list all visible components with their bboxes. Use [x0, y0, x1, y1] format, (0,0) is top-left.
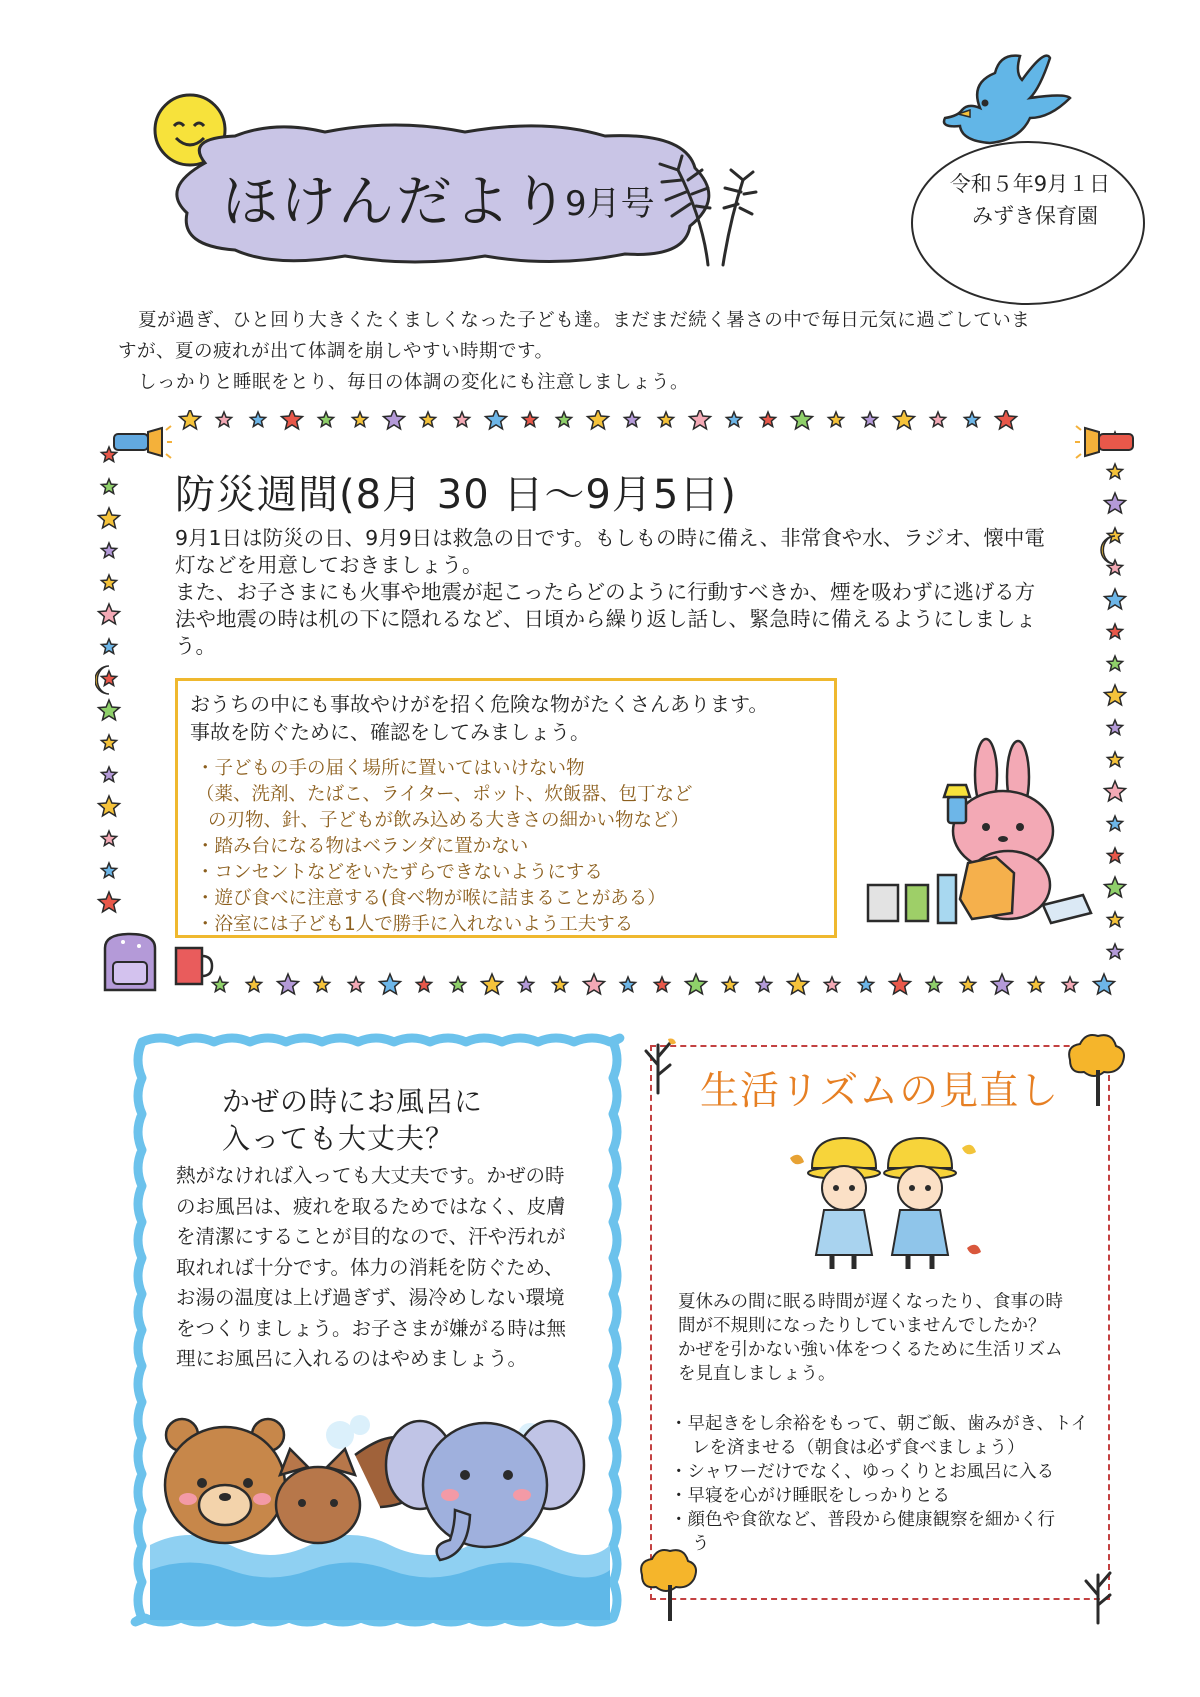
star-icon [726, 412, 741, 427]
disaster-text: 9月1日は防災の日、9月9日は救急の日です。もしもの時に備え、非常食や水、ラジオ、懐中電 [175, 526, 1045, 550]
disaster-title: 防災週間(8月 30 日～9月5日) [175, 472, 737, 518]
star-icon [216, 412, 231, 427]
star-icon [416, 977, 431, 992]
checklist-item: ・浴室には子ども1人で勝手に入れないよう工夫する [196, 914, 634, 935]
leaf-icon [962, 1145, 976, 1154]
bath-text: をつくりましょう。お子さまが嫌がる時は無 [176, 1317, 567, 1340]
rhythm-list-item: ・早寝を心がけ睡眠をしっかりとる [670, 1486, 950, 1506]
issue-date: 令和５年9月１日 [949, 172, 1111, 196]
star-icon [1094, 974, 1115, 994]
star-icon [658, 412, 673, 427]
star-icon [99, 892, 120, 912]
star-icon [420, 412, 435, 427]
leaf-icon [967, 1245, 981, 1254]
rhythm-title: 生活リズムの見直し [700, 1069, 1060, 1114]
rhythm-text: を見直しましょう。 [678, 1364, 836, 1384]
star-icon [314, 977, 329, 992]
rhythm-text: 間が不規則になったりしていませんでしたか？ [678, 1316, 1046, 1336]
checklist-intro: おうちの中にも事故やけがを招く危険な物がたくさんあります。 [190, 692, 769, 716]
star-icon [180, 410, 201, 429]
rhythm-list-item: ・顔色や食欲など、普段から健康観察を細かく行 [670, 1510, 1055, 1530]
star-icon [930, 412, 945, 427]
flashlight-icon [1075, 424, 1135, 460]
star-icon [348, 977, 363, 992]
rhythm-text: かぜを引かない強い体をつくるために生活リズム [678, 1340, 1063, 1360]
star-icon [250, 412, 265, 427]
star-icon [624, 412, 639, 427]
tree-icon [640, 1545, 700, 1625]
organization-name: みずき保育園 [972, 204, 1098, 228]
star-icon [482, 974, 503, 994]
star-icon [1107, 848, 1122, 863]
star-icon [1105, 685, 1126, 705]
star-icon [620, 977, 635, 992]
star-icon [792, 410, 813, 429]
star-icon [101, 639, 116, 654]
star-icon [282, 410, 303, 429]
star-icon [788, 974, 809, 994]
star-icon [352, 412, 367, 427]
star-icon [1107, 464, 1122, 479]
bath-title: かぜの時にお風呂に [222, 1085, 484, 1118]
checklist-item: ・子どもの手の届く場所に置いてはいけない物 [196, 758, 585, 779]
star-icon [99, 604, 120, 624]
page-title: ほけんだより [222, 170, 570, 235]
star-icon [101, 575, 116, 590]
star-icon [1105, 493, 1126, 513]
bath-text: を清潔にすることが目的なので、汗や汚れが [176, 1225, 566, 1248]
star-icon [1107, 656, 1122, 671]
star-icon [1105, 781, 1126, 801]
backpack-icon [95, 928, 165, 998]
disaster-text: 灯などを用意しておきましょう。 [175, 553, 483, 577]
star-icon [212, 977, 227, 992]
star-icon [101, 735, 116, 750]
tree-icon [1078, 1565, 1118, 1625]
star-icon [246, 977, 261, 992]
star-icon [1107, 624, 1122, 639]
star-icon [926, 977, 941, 992]
checklist-item: の刃物、針、子どもが飲み込める大きさの細かい物など） [208, 810, 690, 831]
star-icon [99, 700, 120, 720]
star-icon [964, 412, 979, 427]
star-icon [1107, 752, 1122, 767]
star-icon [1107, 720, 1122, 735]
star-icon [858, 977, 873, 992]
star-icon [960, 977, 975, 992]
star-icon [522, 412, 537, 427]
cup-icon [170, 940, 214, 990]
tree-icon [638, 1035, 678, 1095]
star-icon [552, 977, 567, 992]
disaster-text: う。 [175, 634, 216, 658]
bath-text: お湯の温度は上げ過ぎず、湯冷めしない環境 [176, 1286, 565, 1309]
intro-line: 夏が過ぎ、ひと回り大きくたくましくなった子ども達。まだまだ続く暑さの中で毎日元気に過ごしていま [138, 310, 1031, 331]
checklist-item: ・遊び食べに注意する(食べ物が喉に詰まることがある） [196, 888, 666, 909]
leaf-icon [790, 1155, 804, 1164]
star-icon [824, 977, 839, 992]
star-icon [1105, 877, 1126, 897]
star-icon [99, 796, 120, 816]
star-icon [486, 410, 507, 429]
star-icon [890, 974, 911, 994]
star-icon [828, 412, 843, 427]
intro-line: すが、夏の疲れが出て体調を崩しやすい時期です。 [118, 341, 554, 362]
disaster-text: 法や地震の時は机の下に隠れるなど、日頃から繰り返し話し、緊急時に備えるようにしましょ [175, 607, 1036, 631]
star-icon [862, 412, 877, 427]
star-icon [1105, 589, 1126, 609]
bath-animals-illustration [150, 1395, 610, 1620]
star-icon [101, 671, 116, 686]
bath-text: のお風呂は、疲れを取るためではなく、皮膚 [176, 1195, 566, 1218]
star-icon [588, 410, 609, 429]
checklist-item: ・コンセントなどをいたずらできないようにする [196, 862, 603, 883]
rhythm-text: 夏休みの間に眠る時間が遅くなったり、食事の時 [678, 1292, 1063, 1312]
star-icon [1107, 944, 1122, 959]
bath-text: 熱がなければ入っても大丈夫です。かぜの時 [176, 1164, 565, 1187]
star-icon [101, 479, 116, 494]
star-icon [101, 543, 116, 558]
star-icon [894, 410, 915, 429]
bath-title: 入っても大丈夫？ [222, 1122, 455, 1155]
star-icon [654, 977, 669, 992]
checklist-intro: 事故を防ぐために、確認をしてみましょう。 [190, 720, 590, 744]
star-icon [318, 412, 333, 427]
star-icon [1028, 977, 1043, 992]
star-icon [722, 977, 737, 992]
star-icon [518, 977, 533, 992]
star-icon [380, 974, 401, 994]
checklist-item: ・踏み台になる物はベランダに置かない [196, 836, 529, 857]
rhythm-list-item: ・シャワーだけでなく、ゆっくりとお風呂に入る [670, 1462, 1055, 1482]
children-icon [782, 1128, 982, 1278]
issue-label: 9月号 [565, 184, 655, 224]
star-icon [99, 508, 120, 528]
star-icon [690, 410, 711, 429]
star-icon [101, 831, 116, 846]
flashlight-icon [112, 424, 172, 460]
star-icon [686, 974, 707, 994]
star-icon [450, 977, 465, 992]
star-icon [101, 863, 116, 878]
elephant-icon [386, 1421, 584, 1560]
bath-text: 理にお風呂に入れるのはやめましょう。 [176, 1347, 528, 1370]
star-icon [1107, 912, 1122, 927]
tree-icon [1068, 1030, 1128, 1110]
star-icon [756, 977, 771, 992]
star-icon [760, 412, 775, 427]
star-icon [454, 412, 469, 427]
star-icon [101, 767, 116, 782]
star-icon [1062, 977, 1077, 992]
star-icon [384, 410, 405, 429]
rhythm-list-item: レを済ませる（朝食は必ず食べましょう） [692, 1438, 1025, 1458]
intro-line: しっかりと睡眠をとり、毎日の体調の変化にも注意しましょう。 [138, 372, 690, 393]
star-icon [992, 974, 1013, 994]
checklist-item: （薬、洗剤、たばこ、ライター、ポット、炊飯器、包丁など [196, 784, 693, 805]
bear-icon [165, 1419, 285, 1543]
star-icon [1107, 816, 1122, 831]
star-icon [556, 412, 571, 427]
star-icon [996, 410, 1017, 429]
rhythm-list-item: う [692, 1534, 710, 1554]
disaster-text: また、お子さまにも火事や地震が起こったらどのように行動すべきか、煙を吸わずに逃げる方 [175, 580, 1036, 604]
grass-icon [648, 150, 758, 270]
rabbit-icon [858, 735, 1098, 935]
star-icon [278, 974, 299, 994]
star-icon [584, 974, 605, 994]
rhythm-list-item: ・早起きをし余裕をもって、朝ご飯、歯みがき、トイ [670, 1414, 1089, 1434]
bath-text: 取れれば十分です。体力の消耗を防ぐため、 [176, 1256, 564, 1279]
